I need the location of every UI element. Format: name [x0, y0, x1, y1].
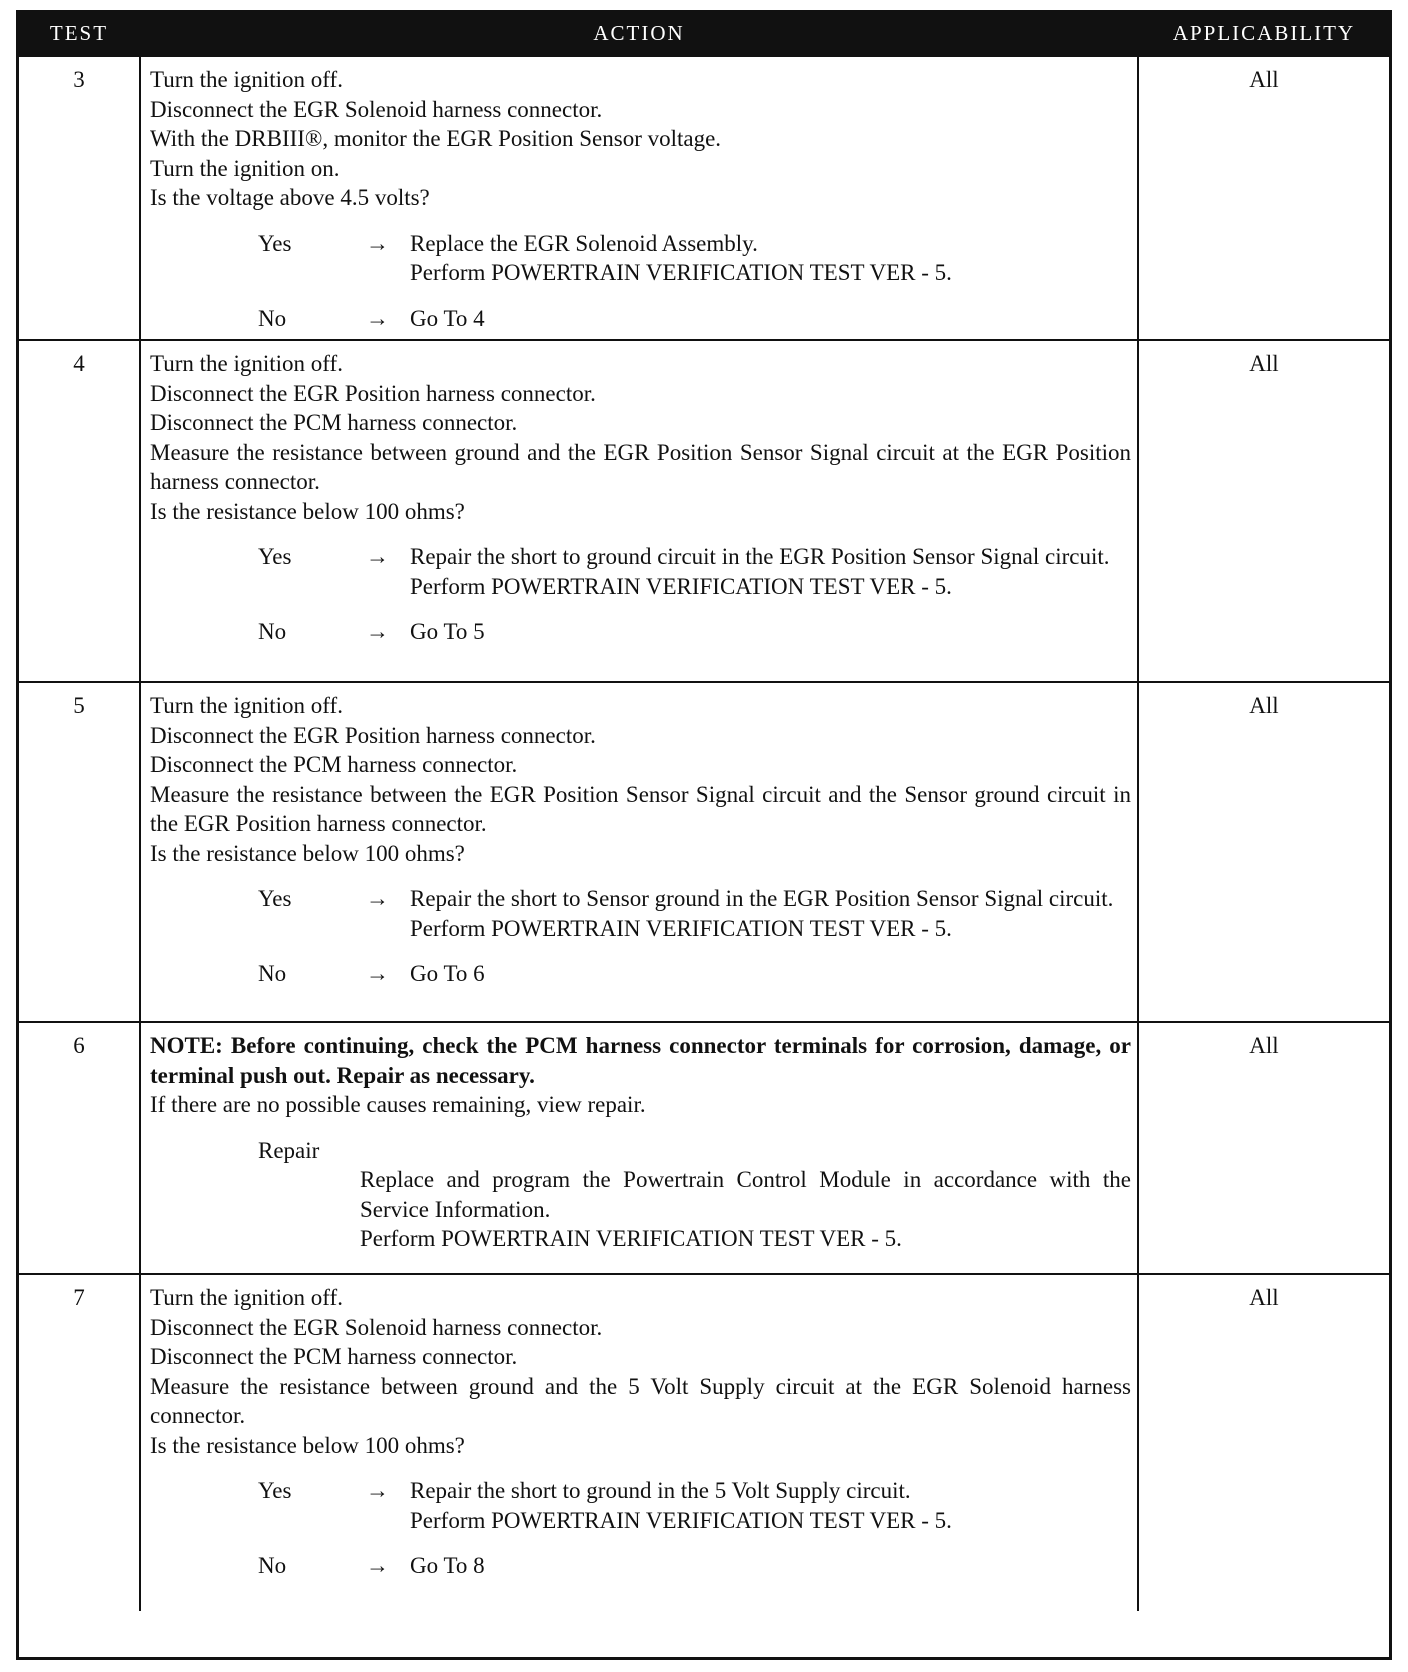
test-number: 6 — [73, 1033, 85, 1058]
applicability-value: All — [1249, 693, 1279, 718]
step-text: Disconnect the PCM harness connector. — [150, 410, 518, 435]
arrow-right-icon: → — [366, 961, 389, 986]
yes-action: Replace the EGR Solenoid Assembly. — [410, 230, 758, 256]
test-number: 5 — [73, 693, 85, 718]
applicability-value: All — [1249, 67, 1279, 92]
table-row — [19, 55, 1389, 339]
question-text: Is the resistance below 100 ohms? — [150, 1432, 465, 1458]
yes-label: Yes — [258, 1478, 292, 1503]
test-number: 4 — [73, 351, 85, 376]
yes-action: Perform POWERTRAIN VERIFICATION TEST VER - 5. — [410, 915, 952, 941]
step-text: Disconnect the PCM harness connector. — [150, 1344, 518, 1369]
arrow-right-icon: → — [366, 1478, 389, 1503]
table-row — [19, 339, 1389, 681]
diagnostic-test-table — [16, 10, 1392, 1660]
yes-action: Repair the short to Sensor ground in the EGR Position Sensor Signal circuit. — [410, 886, 1114, 911]
table-row — [19, 1021, 1389, 1273]
step-text: Turn the ignition on. — [150, 155, 340, 181]
step-text: Turn the ignition off. — [150, 351, 343, 376]
arrow-right-icon: → — [366, 230, 389, 256]
no-action: Go To 6 — [410, 961, 485, 986]
step-text: Disconnect the PCM harness connector. — [150, 752, 518, 777]
header-action: ACTION — [593, 21, 685, 46]
applicability-value: All — [1249, 1285, 1279, 1310]
header-test: TEST — [49, 21, 109, 46]
step-text: Measure the resistance between ground and the 5 Volt Supply circuit at the EGR Solenoid harness connector. — [150, 1373, 1131, 1428]
repair-label: Repair — [258, 1137, 320, 1163]
yes-branch — [150, 884, 1131, 943]
yes-branch — [150, 229, 1131, 288]
repair-body — [150, 1165, 1131, 1254]
no-label: No — [258, 305, 287, 331]
question-text: Is the voltage above 4.5 volts? — [150, 185, 430, 210]
step-text: Disconnect the EGR Solenoid harness connector. — [150, 1314, 603, 1340]
no-action: Go To 5 — [410, 619, 485, 644]
action-cell — [139, 341, 1139, 681]
arrow-right-icon: → — [366, 1553, 389, 1578]
step-text: With the DRBIII®, monitor the EGR Position Sensor voltage. — [150, 126, 722, 151]
yes-label: Yes — [258, 544, 292, 569]
no-branch — [150, 617, 1131, 647]
yes-action: Perform POWERTRAIN VERIFICATION TEST VER - 5. — [410, 260, 952, 285]
action-cell — [139, 683, 1139, 1021]
step-text: If there are no possible causes remaining, view repair. — [150, 1092, 646, 1117]
repair-action: Perform POWERTRAIN VERIFICATION TEST VER - 5. — [360, 1226, 902, 1251]
yes-branch — [150, 542, 1131, 601]
question-text: Is the resistance below 100 ohms? — [150, 840, 465, 866]
no-action: Go To 8 — [410, 1553, 485, 1578]
table-row — [19, 681, 1389, 1021]
header-applicability: APPLICABILITY — [1172, 21, 1356, 46]
yes-branch — [150, 1476, 1131, 1535]
step-text: Measure the resistance between the EGR Position Sensor Signal circuit and the Sensor ground circuit in the EGR Position harness connector. — [150, 781, 1131, 836]
applicability-value: All — [1249, 351, 1279, 376]
no-branch — [150, 1551, 1131, 1581]
arrow-right-icon: → — [366, 544, 389, 569]
action-cell — [139, 57, 1139, 339]
action-cell — [139, 1023, 1139, 1273]
question-text: Is the resistance below 100 ohms? — [150, 498, 465, 524]
note-text: NOTE: Before continuing, check the PCM harness connector terminals for corrosion, damage, or terminal push out. Repair as necessary. — [150, 1033, 1131, 1088]
yes-action: Repair the short to ground circuit in the EGR Position Sensor Signal circuit. — [410, 544, 1110, 569]
table-header — [19, 13, 1389, 55]
step-text: Disconnect the EGR Solenoid harness connector. — [150, 96, 603, 122]
yes-action: Repair the short to ground in the 5 Volt Supply circuit. — [410, 1478, 911, 1503]
table-row — [19, 1273, 1389, 1611]
yes-label: Yes — [258, 230, 292, 256]
step-text: Turn the ignition off. — [150, 67, 343, 92]
applicability-value: All — [1249, 1033, 1279, 1058]
test-number: 7 — [73, 1285, 85, 1310]
arrow-right-icon: → — [366, 886, 389, 911]
step-text: Disconnect the EGR Position harness connector. — [150, 722, 596, 748]
yes-label: Yes — [258, 886, 292, 911]
no-branch — [150, 959, 1131, 989]
arrow-right-icon: → — [366, 305, 389, 331]
step-text: Measure the resistance between ground and the EGR Position Sensor Signal circuit at the EGR Position harness connector. — [150, 439, 1131, 494]
yes-action: Perform POWERTRAIN VERIFICATION TEST VER - 5. — [410, 1507, 952, 1533]
step-text: Turn the ignition off. — [150, 693, 343, 718]
repair-action: Replace and program the Powertrain Control Module in accordance with the Service Information. — [360, 1167, 1131, 1222]
no-action: Go To 4 — [410, 305, 485, 331]
step-text: Turn the ignition off. — [150, 1285, 343, 1310]
yes-action: Perform POWERTRAIN VERIFICATION TEST VER - 5. — [410, 573, 952, 599]
no-label: No — [258, 1553, 287, 1578]
action-cell — [139, 1275, 1139, 1611]
no-label: No — [258, 619, 287, 644]
no-label: No — [258, 961, 287, 986]
test-number: 3 — [73, 67, 85, 92]
no-branch — [150, 304, 1131, 334]
arrow-right-icon: → — [366, 619, 389, 644]
step-text: Disconnect the EGR Position harness connector. — [150, 380, 596, 406]
